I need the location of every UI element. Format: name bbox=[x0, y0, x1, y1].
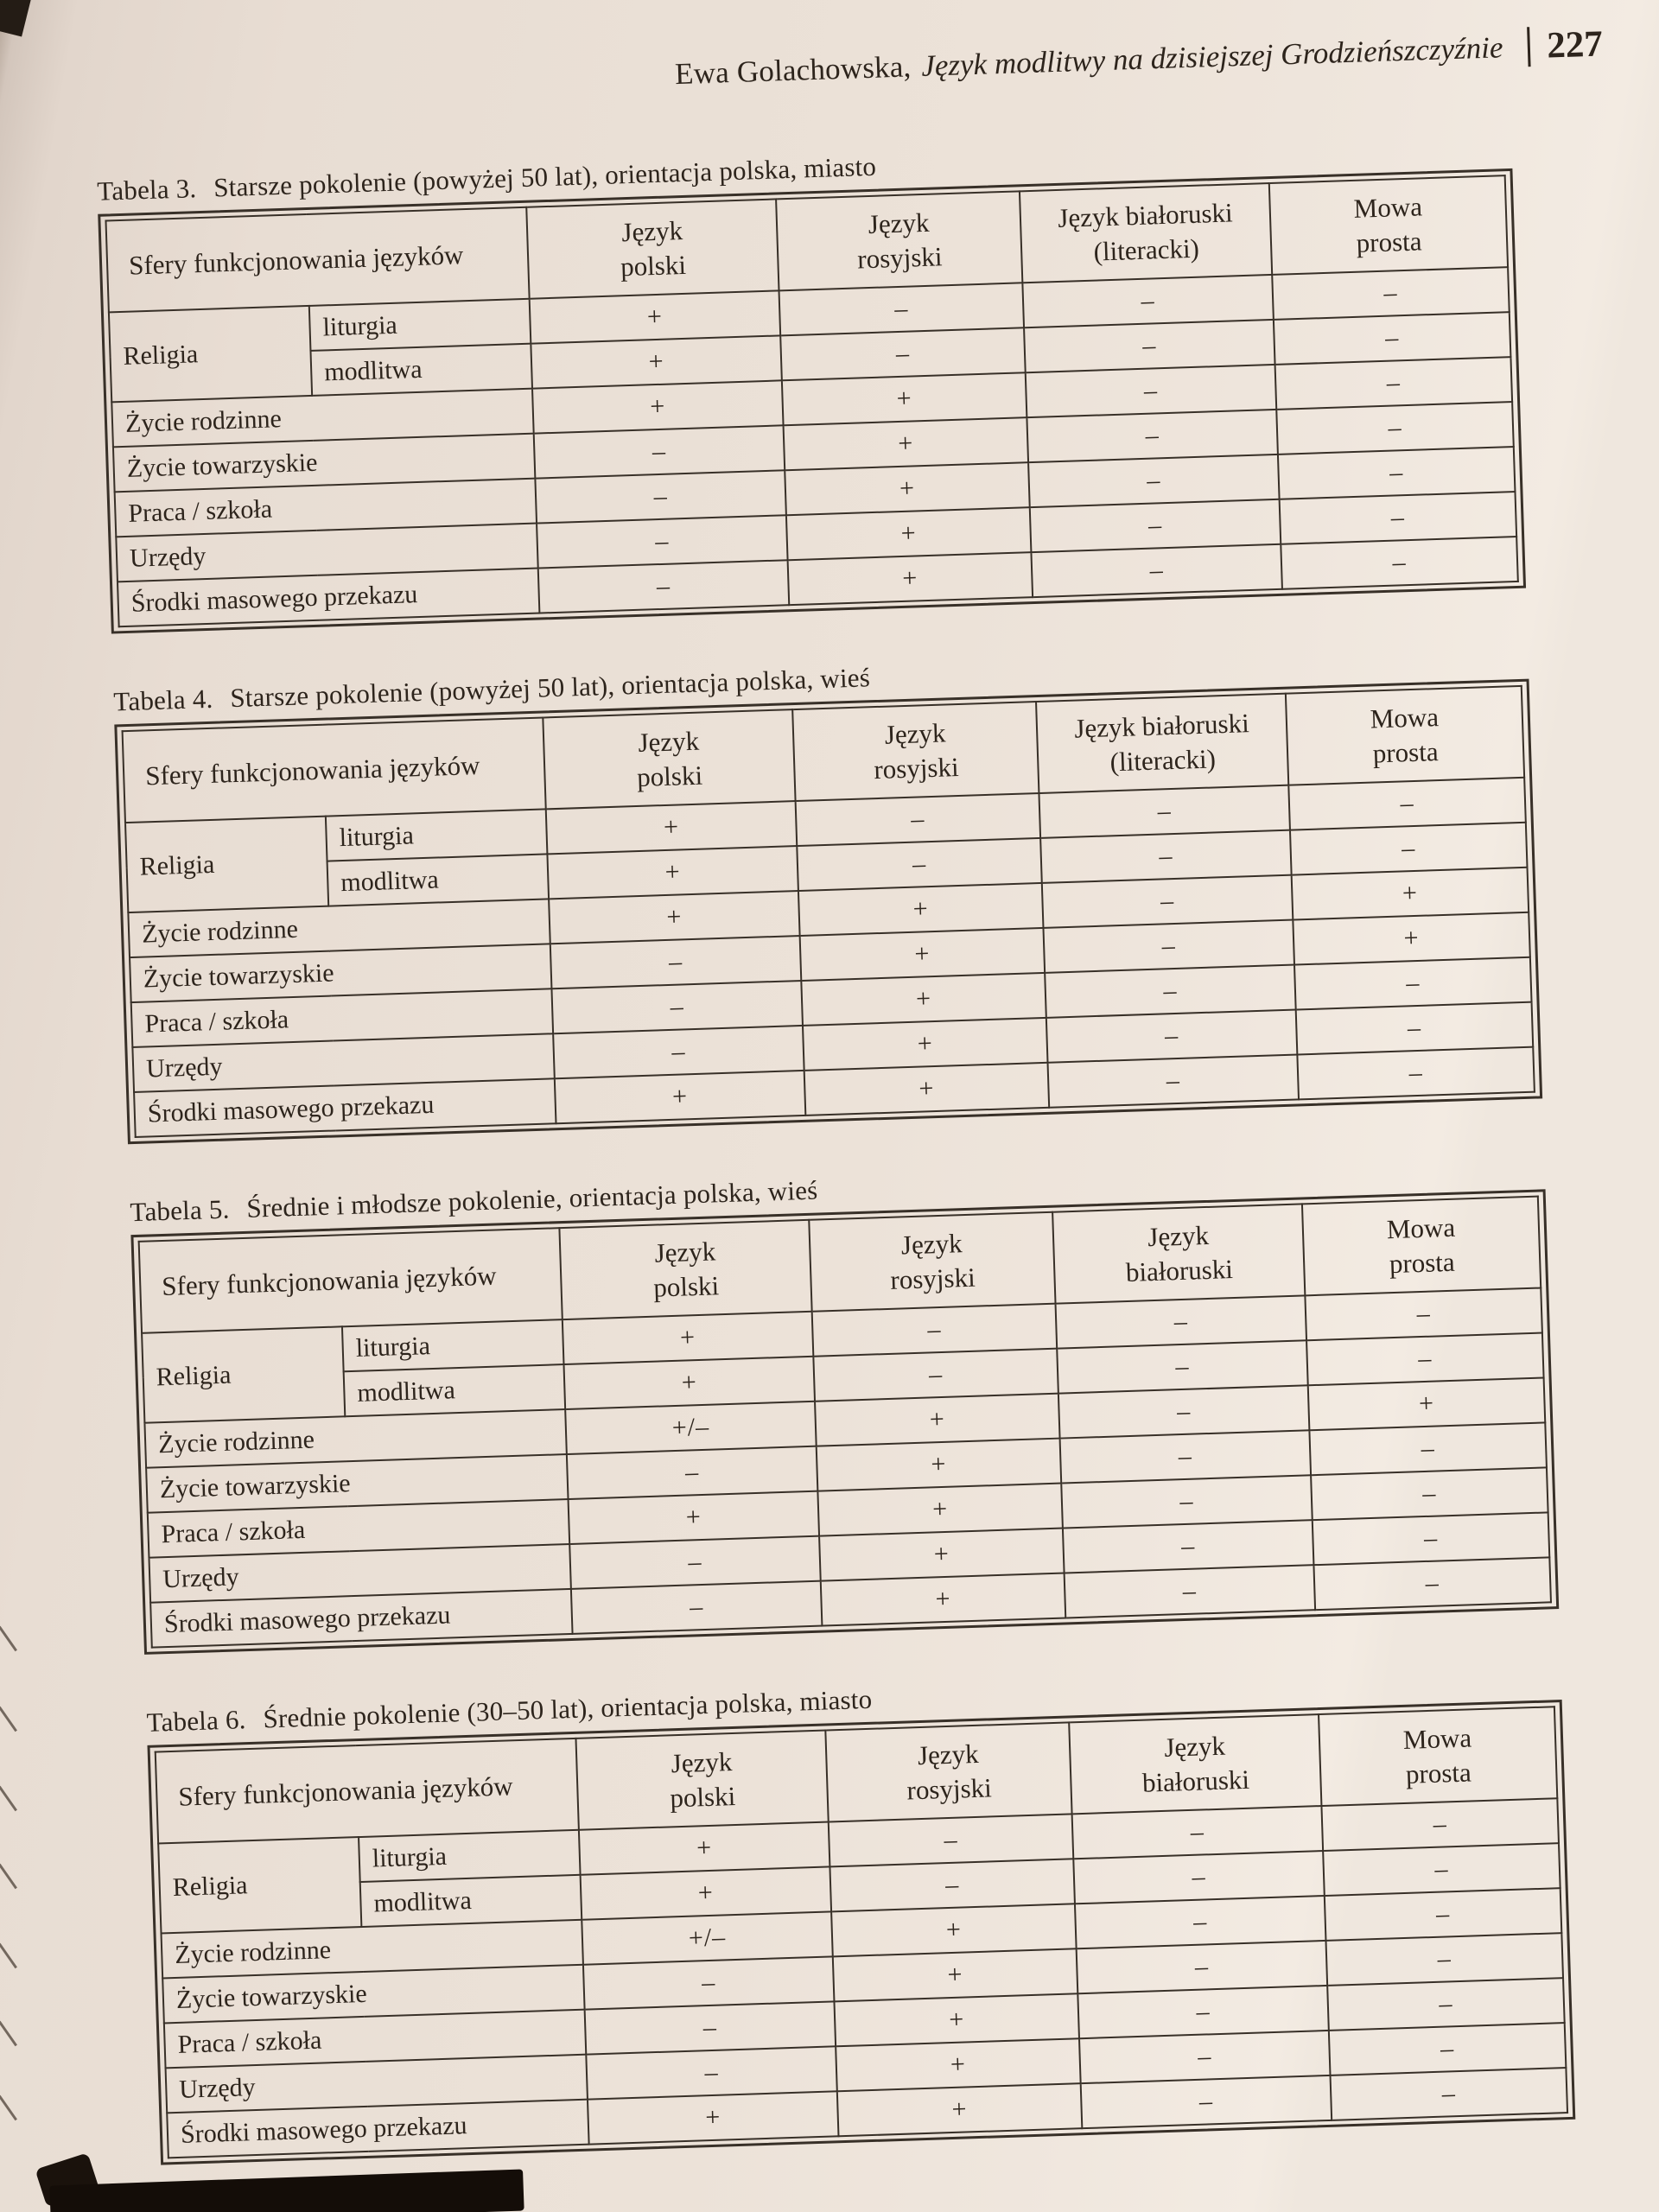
row-label: Praca / szkoła bbox=[131, 988, 553, 1047]
cell-value: + bbox=[546, 801, 798, 854]
page-edge-mark bbox=[0, 1864, 17, 1890]
cell-value: – bbox=[1311, 1467, 1548, 1520]
table-block-6 bbox=[146, 1658, 1659, 2170]
row-label: Urzędy bbox=[116, 524, 537, 582]
cell-value: – bbox=[796, 793, 1041, 846]
col-header-russian: Język rosyjski bbox=[825, 1722, 1071, 1821]
col-header-spheres: Sfery funkcjonowania języków bbox=[139, 1228, 563, 1333]
row-label: Życie towarzyskie bbox=[162, 1965, 584, 2024]
cell-value: – bbox=[1040, 830, 1292, 883]
cell-value: – bbox=[812, 1304, 1058, 1357]
cell-value: – bbox=[567, 1446, 818, 1499]
cell-value: – bbox=[537, 515, 788, 568]
cell-value: + bbox=[530, 290, 781, 343]
cell-value: – bbox=[1024, 320, 1275, 372]
table-block-4 bbox=[113, 637, 1659, 1148]
cell-value: + bbox=[788, 552, 1033, 605]
row-group-religia: Religia bbox=[125, 817, 328, 912]
cell-value: – bbox=[1043, 920, 1294, 973]
row-label: Urzędy bbox=[166, 2055, 588, 2113]
col-header-russian: Język rosyjski bbox=[809, 1212, 1055, 1312]
page-edge-mark bbox=[0, 1943, 17, 1969]
cell-value: + bbox=[786, 507, 1032, 560]
cell-value: + bbox=[563, 1312, 814, 1364]
cell-value: +/– bbox=[582, 1911, 833, 1964]
row-label: modlitwa bbox=[327, 854, 550, 906]
col-header-russian: Język rosyjski bbox=[792, 702, 1039, 801]
row-label: Życie rodzinne bbox=[111, 389, 533, 448]
col-header-prosta: Mowa prosta bbox=[1286, 686, 1524, 785]
col-header-spheres: Sfery funkcjonowania języków bbox=[123, 717, 546, 823]
col-header-polish: Język polski bbox=[543, 709, 795, 809]
cell-value: – bbox=[1026, 365, 1277, 417]
cell-value: +/– bbox=[565, 1402, 817, 1454]
cell-value: – bbox=[797, 838, 1042, 891]
col-header-polish: Język polski bbox=[575, 1731, 828, 1830]
cell-value: + bbox=[569, 1491, 820, 1544]
page-number: 227 bbox=[1546, 23, 1604, 67]
row-label: Środki masowego przekazu bbox=[167, 2100, 588, 2158]
col-header-belarusian: Język białoruski bbox=[1069, 1714, 1321, 1814]
page-edge-mark bbox=[0, 1707, 17, 1732]
cell-value: – bbox=[586, 2046, 837, 2099]
cell-value: – bbox=[1305, 1288, 1542, 1341]
row-label: Życie rodzinne bbox=[162, 1920, 583, 1979]
table-6-outline bbox=[147, 1700, 1575, 2165]
cell-value: + bbox=[817, 1484, 1063, 1536]
cell-value: – bbox=[779, 283, 1025, 335]
cell-value: – bbox=[1081, 2075, 1332, 2128]
cell-value: – bbox=[1058, 1385, 1310, 1438]
row-label: Praca / szkoła bbox=[148, 1499, 569, 1558]
row-label: Życie towarzyskie bbox=[146, 1454, 568, 1513]
cell-value: + bbox=[801, 973, 1046, 1026]
cell-value: – bbox=[829, 1814, 1074, 1866]
cell-value: + bbox=[555, 1071, 806, 1123]
cell-value: – bbox=[1325, 1888, 1562, 1941]
page-edge-mark bbox=[0, 2095, 17, 2121]
row-label: Środki masowego przekazu bbox=[134, 1078, 556, 1137]
cell-value: + bbox=[531, 335, 782, 388]
cell-value: – bbox=[1325, 1933, 1563, 1986]
table-5 bbox=[138, 1196, 1552, 1649]
cell-value: – bbox=[1329, 2023, 1567, 2075]
cell-value: + bbox=[564, 1357, 816, 1409]
cell-value: + bbox=[833, 1948, 1078, 2001]
table-6-label: Tabela 6. bbox=[146, 1704, 247, 1738]
cell-value: – bbox=[1321, 1798, 1559, 1851]
cell-value: – bbox=[571, 1581, 823, 1634]
table-block-3 bbox=[97, 127, 1643, 639]
cell-value: + bbox=[579, 1821, 830, 1874]
col-header-belarusian: Język białoruski (literacki) bbox=[1036, 694, 1288, 793]
cell-value: – bbox=[535, 470, 786, 523]
col-header-spheres: Sfery funkcjonowania języków bbox=[105, 207, 529, 313]
table-3-label: Tabela 3. bbox=[96, 173, 197, 207]
row-label: Praca / szkoła bbox=[115, 479, 537, 537]
cell-value: – bbox=[1297, 1047, 1535, 1100]
cell-value: – bbox=[1030, 499, 1281, 552]
cell-value: – bbox=[550, 936, 802, 988]
col-header-prosta: Mowa prosta bbox=[1269, 175, 1508, 275]
row-group-religia: Religia bbox=[158, 1837, 361, 1933]
row-group-religia: Religia bbox=[142, 1326, 345, 1422]
cell-value: + bbox=[1292, 868, 1529, 920]
header-work-title: Język modlitwy na dzisiejszej Grodzieńszczyźnie bbox=[920, 29, 1503, 83]
cell-value: – bbox=[1073, 1851, 1325, 1904]
cell-value: – bbox=[1281, 537, 1518, 589]
cell-value: + bbox=[782, 372, 1027, 425]
cell-value: + bbox=[785, 462, 1030, 515]
table-5-label: Tabela 5. bbox=[129, 1193, 231, 1228]
cell-value: + bbox=[588, 2091, 839, 2144]
row-label: Życie rodzinne bbox=[144, 1409, 566, 1468]
cell-value: – bbox=[1313, 1512, 1550, 1565]
cell-value: + bbox=[532, 380, 784, 433]
cell-value: + bbox=[834, 1993, 1079, 2046]
cell-value: – bbox=[813, 1349, 1058, 1402]
cell-value: – bbox=[1065, 1565, 1316, 1618]
table-4-caption: Starsze pokolenie (powyżej 50 lat), orientacja polska, wieś bbox=[229, 662, 871, 714]
cell-value: + bbox=[821, 1573, 1066, 1626]
cell-value: – bbox=[551, 981, 803, 1033]
cell-value: + bbox=[1308, 1377, 1546, 1430]
cell-value: – bbox=[780, 327, 1026, 380]
cell-value: – bbox=[1031, 544, 1282, 597]
cell-value: + bbox=[1293, 912, 1530, 965]
cell-value: – bbox=[1045, 965, 1296, 1018]
cell-value: – bbox=[1274, 312, 1511, 365]
table-4-label: Tabela 4. bbox=[112, 683, 213, 717]
row-label: Urzędy bbox=[132, 1033, 554, 1092]
row-group-religia: Religia bbox=[109, 306, 312, 402]
cell-value: + bbox=[800, 928, 1046, 981]
cell-value: – bbox=[1294, 957, 1532, 1010]
cell-value: – bbox=[1275, 357, 1513, 410]
cell-value: – bbox=[1276, 402, 1514, 454]
cell-value: – bbox=[1075, 1896, 1326, 1948]
row-label: modlitwa bbox=[344, 1364, 566, 1416]
cell-value: – bbox=[1331, 2068, 1568, 2120]
cell-value: – bbox=[1323, 1843, 1560, 1896]
cell-value: – bbox=[1272, 267, 1510, 320]
col-header-polish: Język polski bbox=[559, 1220, 811, 1319]
cell-value: + bbox=[803, 1018, 1048, 1071]
col-header-spheres: Sfery funkcjonowania języków bbox=[156, 1738, 579, 1844]
cell-value: + bbox=[549, 891, 800, 944]
col-header-prosta: Mowa prosta bbox=[1302, 1197, 1541, 1296]
cell-value: – bbox=[1042, 875, 1294, 928]
cell-value: – bbox=[538, 560, 790, 613]
cell-value: – bbox=[1048, 1054, 1300, 1107]
cell-value: + bbox=[836, 2038, 1081, 2091]
cell-value: – bbox=[553, 1026, 804, 1078]
cell-value: – bbox=[830, 1859, 1075, 1911]
table-3 bbox=[105, 175, 1518, 627]
table-block-5 bbox=[130, 1147, 1659, 1659]
row-label: liturgia bbox=[326, 809, 548, 861]
cell-value: – bbox=[1280, 492, 1517, 544]
cell-value: – bbox=[1060, 1430, 1312, 1483]
cell-value: + bbox=[784, 417, 1029, 470]
cell-value: + bbox=[817, 1439, 1062, 1491]
cell-value: + bbox=[547, 846, 798, 899]
page-edge-mark bbox=[0, 1626, 17, 1652]
row-label: Praca / szkoła bbox=[164, 2010, 586, 2069]
cell-value: + bbox=[815, 1394, 1060, 1446]
cell-value: – bbox=[1061, 1475, 1313, 1528]
table-4 bbox=[122, 685, 1535, 1138]
cell-value: – bbox=[1022, 275, 1274, 327]
header-divider bbox=[1527, 27, 1530, 67]
cell-value: – bbox=[1278, 447, 1516, 499]
table-6-caption: Średnie pokolenie (30–50 lat), orientacja polska, miasto bbox=[262, 1683, 873, 1734]
cell-value: – bbox=[1290, 823, 1528, 875]
cell-value: – bbox=[583, 1956, 835, 2009]
row-label: Środki masowego przekazu bbox=[118, 569, 539, 627]
cell-value: – bbox=[1028, 454, 1280, 507]
row-label: modlitwa bbox=[360, 1875, 582, 1927]
cell-value: + bbox=[831, 1904, 1077, 1956]
cell-value: – bbox=[1063, 1520, 1314, 1573]
col-header-prosta: Mowa prosta bbox=[1319, 1707, 1557, 1806]
table-5-outline bbox=[130, 1189, 1559, 1655]
cell-value: – bbox=[1056, 1295, 1307, 1348]
col-header-belarusian: Język białoruski bbox=[1052, 1204, 1305, 1303]
cell-value: + bbox=[804, 1063, 1050, 1116]
table-6 bbox=[155, 1706, 1568, 2158]
cell-value: – bbox=[1072, 1806, 1324, 1859]
cell-value: – bbox=[534, 425, 785, 478]
cell-value: + bbox=[837, 2083, 1083, 2136]
row-label: Życie towarzyskie bbox=[130, 944, 551, 1002]
page-edge-mark bbox=[0, 1786, 17, 1812]
cell-value: – bbox=[569, 1536, 821, 1589]
row-label: liturgia bbox=[359, 1830, 581, 1882]
row-label: Życie towarzyskie bbox=[113, 434, 535, 493]
row-label: liturgia bbox=[342, 1319, 564, 1371]
table-4-outline bbox=[114, 679, 1542, 1145]
row-label: Środki masowego przekazu bbox=[150, 1589, 572, 1648]
cell-value: – bbox=[1327, 1978, 1565, 2031]
cell-value: – bbox=[1079, 2031, 1331, 2083]
table-3-outline bbox=[98, 168, 1526, 634]
row-label: modlitwa bbox=[310, 344, 532, 396]
row-label: Urzędy bbox=[149, 1544, 570, 1603]
row-label: Życie rodzinne bbox=[128, 899, 550, 957]
cell-value: – bbox=[1296, 1002, 1534, 1055]
cell-value: – bbox=[1309, 1422, 1547, 1475]
cell-value: – bbox=[1027, 410, 1278, 462]
cell-value: – bbox=[585, 2001, 836, 2054]
page-edge-mark bbox=[0, 2021, 17, 2047]
cell-value: + bbox=[581, 1866, 832, 1919]
cell-value: – bbox=[1077, 1986, 1329, 2038]
col-header-belarusian: Język białoruski (literacki) bbox=[1020, 183, 1272, 283]
cell-value: – bbox=[1313, 1557, 1551, 1610]
col-header-polish: Język polski bbox=[526, 199, 779, 298]
cell-value: – bbox=[1077, 1941, 1328, 1993]
header-author: Ewa Golachowska, bbox=[674, 48, 912, 91]
row-label: liturgia bbox=[309, 299, 531, 351]
cell-value: – bbox=[1057, 1340, 1308, 1393]
cell-value: – bbox=[1039, 785, 1290, 838]
col-header-russian: Język rosyjski bbox=[776, 191, 1022, 290]
cell-value: – bbox=[1306, 1333, 1544, 1386]
cell-value: – bbox=[1288, 778, 1526, 830]
table-5-caption: Średnie i młodsze pokolenie, orientacja polska, wieś bbox=[245, 1174, 818, 1224]
cell-value: + bbox=[798, 883, 1044, 936]
table-3-caption: Starsze pokolenie (powyżej 50 lat), orientacja polska, miasto bbox=[213, 150, 877, 203]
running-header bbox=[0, 0, 1626, 118]
cell-value: – bbox=[1046, 1010, 1298, 1063]
cell-value: + bbox=[819, 1529, 1065, 1581]
